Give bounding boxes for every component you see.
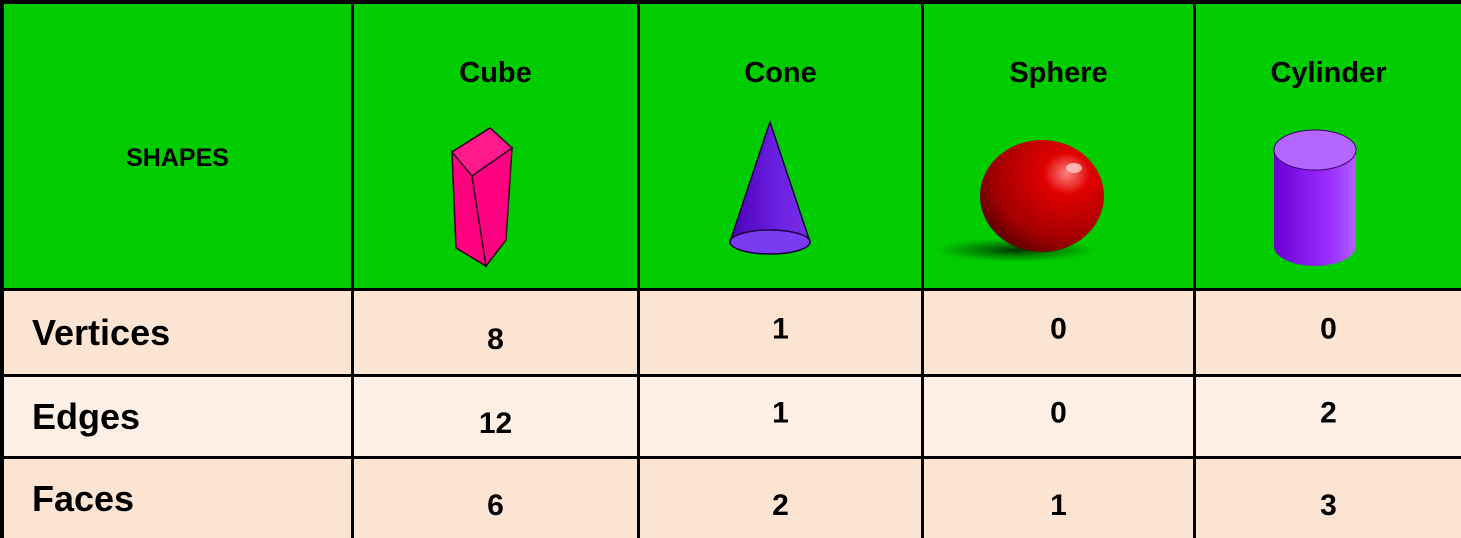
corner-cell xyxy=(0,0,351,288)
value-cylinder-vertices: 0 xyxy=(1320,312,1337,346)
value-cube-faces: 6 xyxy=(487,488,504,522)
table-cell xyxy=(637,374,921,456)
value-cube-edges: 12 xyxy=(478,406,513,440)
table-cell xyxy=(921,374,1193,456)
table-cell xyxy=(921,456,1193,538)
header-cone xyxy=(637,0,921,288)
shapes-heading: SHAPES xyxy=(126,144,229,172)
sphere-icon xyxy=(924,4,1193,288)
cube-icon xyxy=(354,4,637,288)
table-cell xyxy=(921,288,1193,374)
row-vertices-label-cell xyxy=(0,288,351,374)
table-cell xyxy=(351,456,637,538)
header-cube xyxy=(351,0,637,288)
row-label-vertices: Vertices xyxy=(32,311,171,353)
shape-name-cube: Cube xyxy=(459,57,532,89)
row-label-edges: Edges xyxy=(32,395,141,437)
value-sphere-faces: 1 xyxy=(1050,488,1067,522)
table-cell xyxy=(1193,288,1461,374)
value-cone-vertices: 1 xyxy=(772,312,789,346)
value-cone-edges: 1 xyxy=(772,396,789,430)
value-cylinder-edges: 2 xyxy=(1320,396,1337,430)
table-cell xyxy=(351,374,637,456)
table-cell xyxy=(1193,374,1461,456)
table-cell xyxy=(1193,456,1461,538)
table-cell xyxy=(637,456,921,538)
header-cylinder xyxy=(1193,0,1461,288)
table-cell xyxy=(351,288,637,374)
value-cone-faces: 2 xyxy=(772,488,789,522)
value-cube-vertices: 8 xyxy=(487,322,504,356)
row-label-faces: Faces xyxy=(32,477,135,519)
value-sphere-vertices: 0 xyxy=(1050,312,1067,346)
value-cylinder-faces: 3 xyxy=(1320,488,1337,522)
row-faces-label-cell xyxy=(0,456,351,538)
row-edges-label-cell xyxy=(0,374,351,456)
header-sphere xyxy=(921,0,1193,288)
cylinder-icon xyxy=(1196,4,1461,288)
shape-name-sphere: Sphere xyxy=(1009,57,1108,89)
cone-icon xyxy=(640,4,921,288)
value-sphere-edges: 0 xyxy=(1050,396,1067,430)
shape-name-cone: Cone xyxy=(744,57,817,89)
shape-name-cylinder: Cylinder xyxy=(1270,57,1387,89)
table-cell xyxy=(637,288,921,374)
